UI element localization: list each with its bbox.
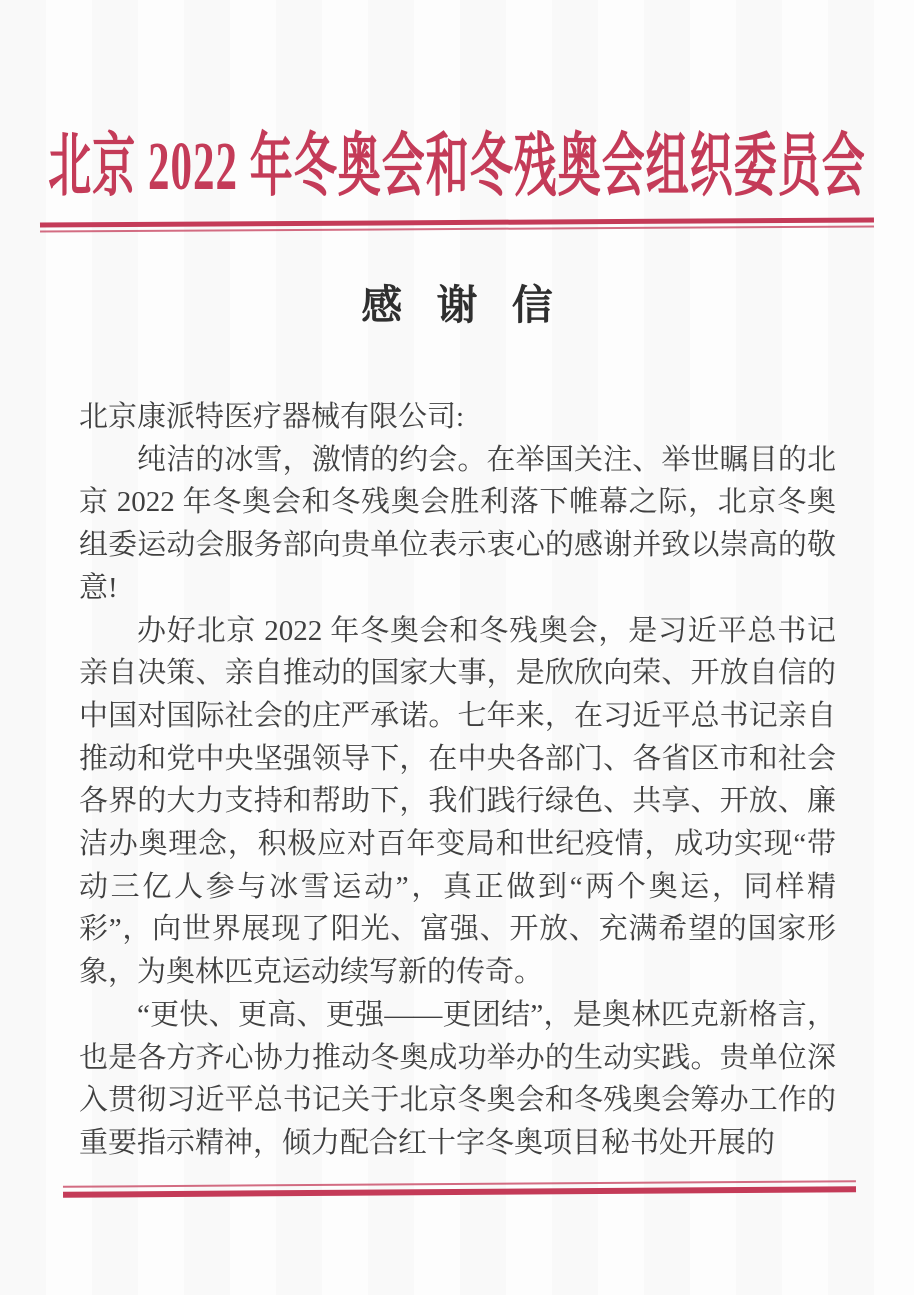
footer-rule-thick <box>63 1186 856 1198</box>
letterhead <box>40 130 874 230</box>
salutation: 北京康派特医疗器械有限公司: <box>79 401 465 433</box>
organization-name: 北京 2022 年冬奥会和冬残奥会组织委员会 <box>48 130 866 206</box>
paragraph-1: 纯洁的冰雪，激情的约会。在举国关注、举世瞩目的北京 2022 年冬奥会和冬残奥会胜利落下帷幕之际，北京冬奥组委运动会服务部向贵单位表示衷心的感谢并致以崇高的敬意! <box>79 443 836 604</box>
paragraph-2: 办好北京 2022 年冬奥会和冬残奥会，是习近平总书记亲自决策、亲自推动的国家大事，是欣欣向荣、开放自信的中国对国际社会的庄严承诺。七年来，在习近平总书记亲自推动和党中央坚强领导下，在中央各部门、各省区市和社会各界的大力支持和帮助下，我们践行绿色、共享、开放、廉洁办奥理念，积极应对百年变局和世纪疫情，成功实现“带动三亿人参与冰雪运动”，真正做到“两个奥运，同样精彩”，向世界展现了阳光、富强、开放、充满希望的国家形象，为奥林匹克运动续写新的传奇。 <box>79 614 836 989</box>
letterhead-divider <box>40 217 874 232</box>
letter-title: 感 谢 信 <box>361 282 565 328</box>
letter-body <box>79 396 836 1165</box>
paragraph-3: “更快、更高、更强——更团结”，是奥林匹克新格言，也是各方齐心协力推动冬奥成功举办的生动实践。贵单位深入贯彻习近平总书记关于北京冬奥会和冬残奥会筹办工作的重要指示精神，倾力配合红十字冬奥项目秘书处开展的 <box>79 998 836 1159</box>
footer-divider <box>63 1180 856 1198</box>
